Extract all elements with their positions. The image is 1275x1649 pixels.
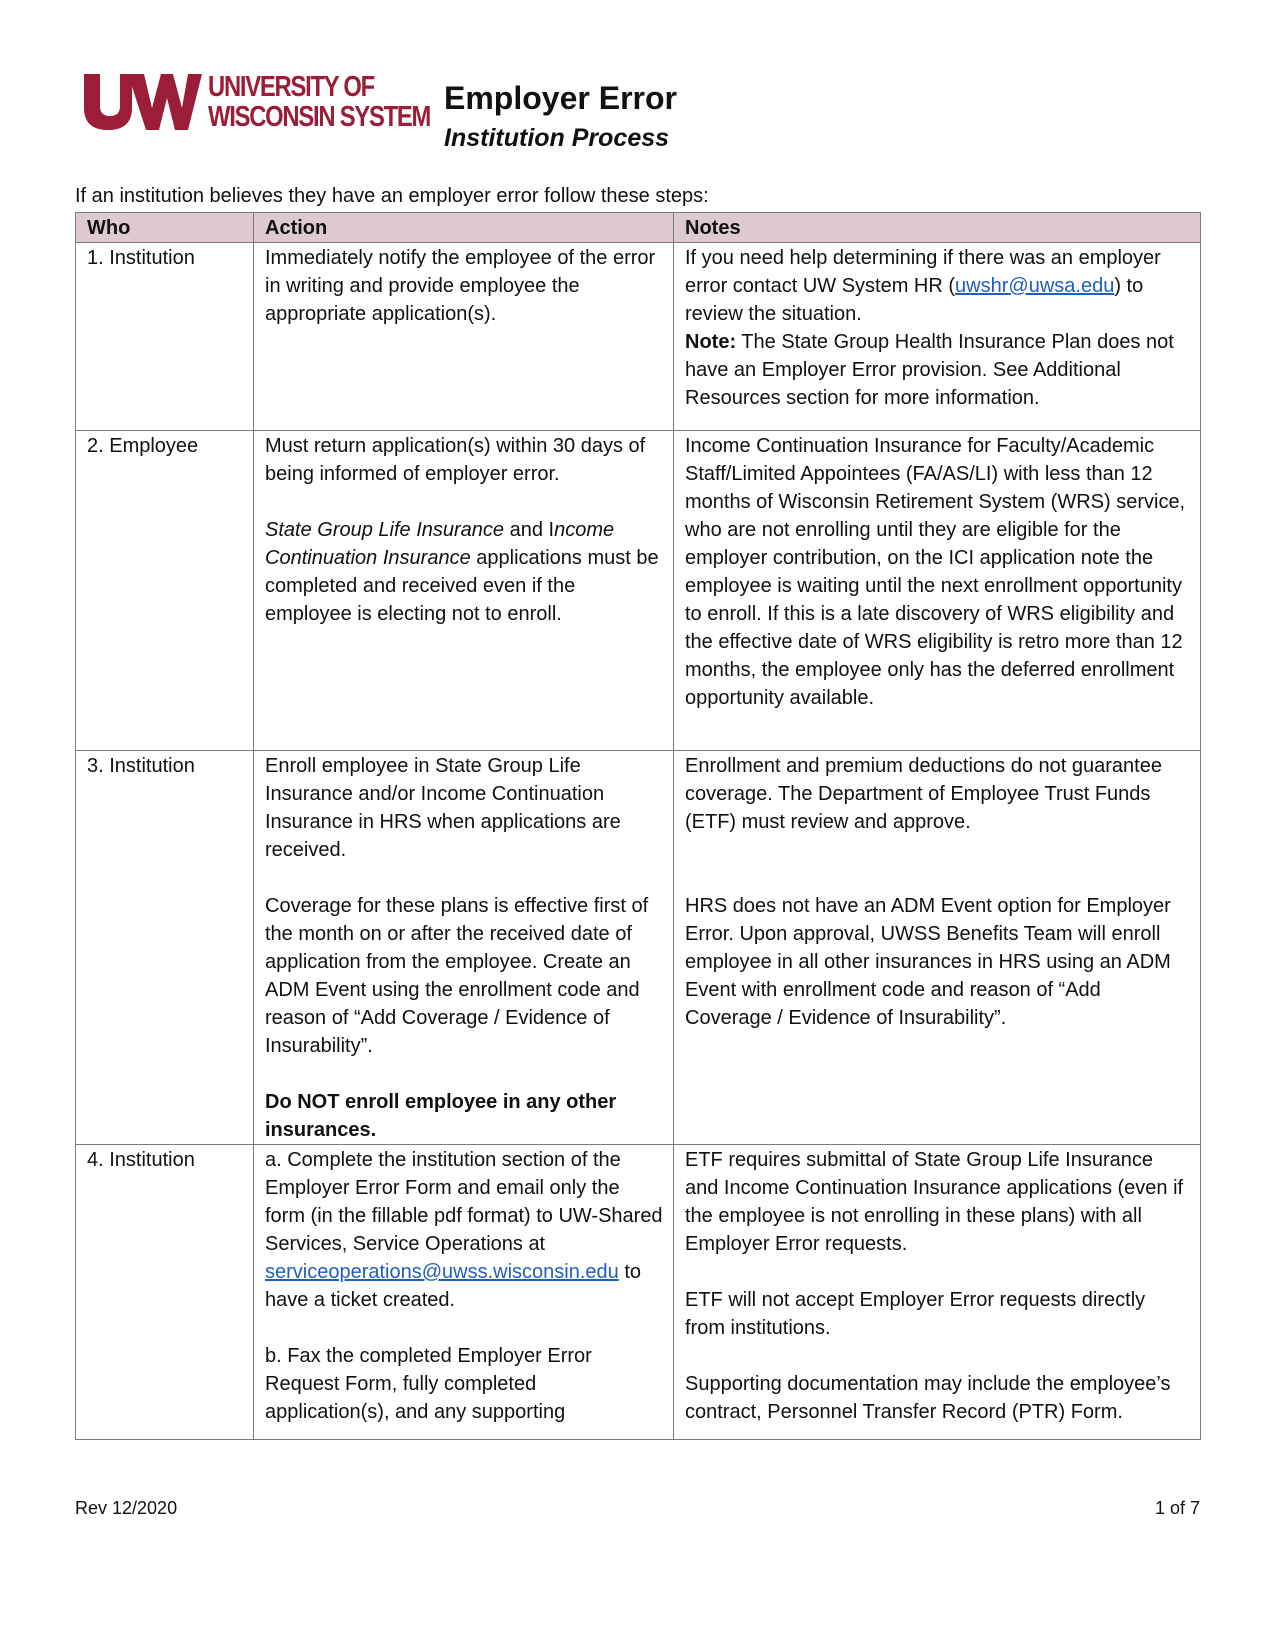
header-who: Who <box>76 213 254 243</box>
logo-line-1: UNIVERSITY OF <box>208 71 374 103</box>
row-4-who: 4. Institution <box>76 1145 254 1440</box>
row-4-action-p1 <box>265 1146 663 1314</box>
row-3-notes-p2: HRS does not have an ADM Event option for Employer Error. Upon approval, UWSS Benefits Team will enroll employee in all other insurances in HRS using an ADM Event with enrollment code and reason of “Add Coverage / Evidence of Insurability”. <box>685 895 1171 1029</box>
uw-logo-icon <box>84 74 202 130</box>
steps-table <box>75 212 1201 1440</box>
table-row <box>76 431 1201 751</box>
page-number: 1 of 7 <box>1154 1498 1200 1518</box>
document-title: Employer Error <box>444 80 677 116</box>
row-3-who: 3. Institution <box>76 751 254 1145</box>
sgli-name: State Group Life Insurance <box>265 519 505 541</box>
logo-wordmark <box>208 72 430 132</box>
intro-text: If an institution believes they have an employer error follow these steps: <box>75 185 709 207</box>
row-2-action-rest: applications must be completed and received even if the employee is electing not to enroll. <box>265 547 659 625</box>
row-1-notes-text: If you need help determining if there was an employer error contact UW System HR ( <box>685 247 1161 297</box>
note-text: The State Group Health Insurance Plan does not have an Employer Error provision. See Additional Resources section for more information. <box>685 331 1174 409</box>
row-1-action: Immediately notify the employee of the error in writing and provide employee the appropriate application(s). <box>254 243 674 431</box>
document-subtitle: Institution Process <box>444 124 670 152</box>
row-2-action-p1: Must return application(s) within 30 days of being informed of employer error. <box>265 435 646 485</box>
row-1-notes-text-end: ) to review the situation. <box>685 275 1144 325</box>
row-4-action-p1-end: to have a ticket created. <box>265 1261 642 1311</box>
row-4-notes <box>674 1145 1201 1440</box>
row-2-action-p2 <box>265 516 663 628</box>
table-row <box>76 243 1201 431</box>
row-2-who: 2. Employee <box>76 431 254 751</box>
row-3-notes <box>674 751 1201 1145</box>
uwshr-email-link[interactable]: uwshr@uwsa.edu <box>955 275 1115 297</box>
note-label: Note: <box>685 331 737 353</box>
row-1-notes <box>674 243 1201 431</box>
row-3-notes-p1: Enrollment and premium deductions do not guarantee coverage. The Department of Employee Trust Funds (ETF) must review and approve. <box>685 755 1162 833</box>
row-2-notes: Income Continuation Insurance for Faculty/Academic Staff/Limited Appointees (FA/AS/LI) with less than 12 months of Wisconsin Retirement System (WRS) service, who are not enrolling until they are eligible for the employer contribution, on the ICI application note the employee is waiting until the next enrollment opportunity to enroll. If this is a late discovery of WRS eligibility and the effective date of WRS eligibility is retro more than 12 months, the employee only has the deferred enrollment opportunity available. <box>674 431 1201 751</box>
table-header-row <box>76 213 1201 243</box>
row-4-notes-p2: ETF will not accept Employer Error requests directly from institutions. <box>685 1289 1146 1339</box>
header-action: Action <box>254 213 674 243</box>
logo-line-2: WISCONSIN SYSTEM <box>208 101 431 133</box>
ici-name: ncome Continuation Insurance <box>265 519 615 569</box>
row-4-action-p1-text: a. Complete the institution section of the Employer Error Form and email only the form (in the fillable pdf format) to UW-Shared Services, Service Operations at <box>265 1149 663 1255</box>
row-1-who: 1. Institution <box>76 243 254 431</box>
row-4-action <box>254 1145 674 1440</box>
uw-system-logo <box>84 71 431 134</box>
row-2-action <box>254 431 674 751</box>
row-3-action <box>254 751 674 1145</box>
header-notes: Notes <box>674 213 1201 243</box>
row-4-action-p2: b. Fax the completed Employer Error Request Form, fully completed application(s), and any supporting <box>265 1345 592 1423</box>
row-3-action-p1: Enroll employee in State Group Life Insurance and/or Income Continuation Insurance in HRS when applications are received. <box>265 755 621 861</box>
row-3-action-p2: Coverage for these plans is effective first of the month on or after the received date of application from the employee. Create an ADM Event using the enrollment code and reason of “Add Coverage / Evidence of Insurability”. <box>265 895 649 1057</box>
table-row <box>76 751 1201 1145</box>
table-row <box>76 1145 1201 1440</box>
row-4-notes-p1: ETF requires submittal of State Group Life Insurance and Income Continuation Insurance applications (even if the employee is not enrolling in these plans) with all Employer Error requests. <box>685 1149 1184 1255</box>
row-4-notes-p3: Supporting documentation may include the employee’s contract, Personnel Transfer Record (PTR) Form. <box>685 1373 1171 1423</box>
revision-label: Rev 12/2020 <box>75 1498 178 1518</box>
serviceoperations-email-link[interactable]: serviceoperations@uwss.wisconsin.edu <box>265 1261 619 1283</box>
row-3-action-warning: Do NOT enroll employee in any other insurances. <box>265 1091 617 1141</box>
row-2-action-and: and I <box>504 519 555 541</box>
